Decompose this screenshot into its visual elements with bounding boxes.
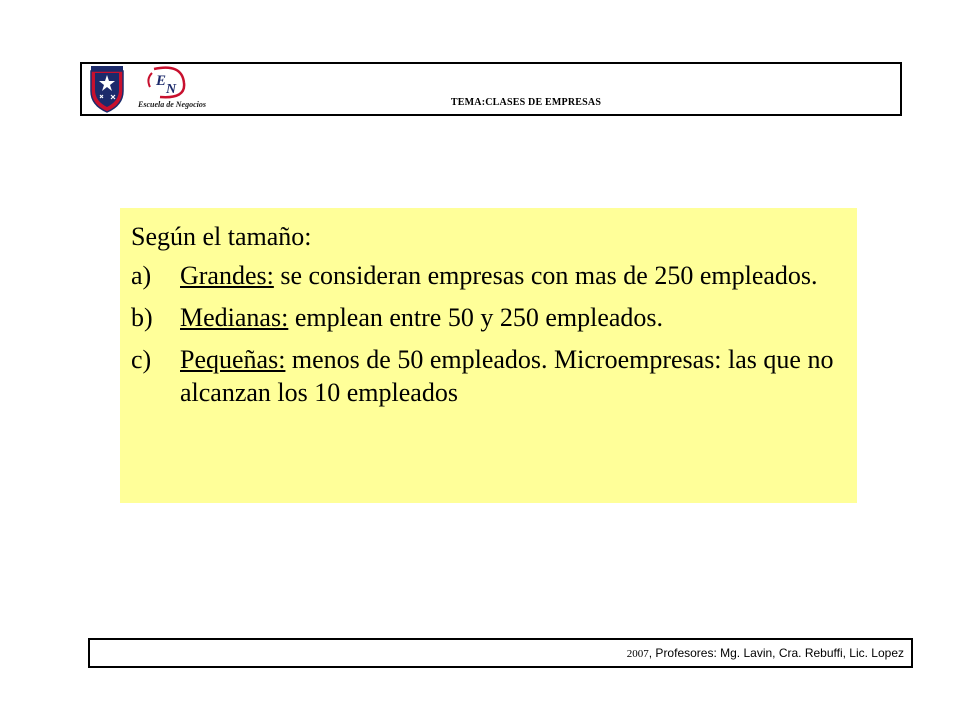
list-item-body [180,259,847,292]
list-item-term: Pequeñas: [180,345,286,374]
list-marker: b) [131,303,153,332]
list-item [131,301,847,334]
list-item-body [180,343,847,409]
list-item [131,259,847,292]
footer-professors: , Profesores: Mg. Lavin, Cra. Rebuffi, Lic. Lopez [648,646,904,660]
list-item-term: Medianas: [180,303,289,332]
list-item [131,343,847,409]
list-item-term: Grandes: [180,261,274,290]
header-frame [80,62,902,116]
list-item-text: emplean entre 50 y 250 empleados. [288,303,664,332]
list-marker: a) [131,261,152,290]
page-title: TEMA:CLASES DE EMPRESAS [450,97,602,108]
footer-frame [88,638,913,668]
content-box [120,208,857,503]
list-marker: c) [131,345,152,374]
list-item-text: menos de 50 empleados. Microempresas: las que no alcanzan los 10 empleados [180,345,834,407]
list-item-body [180,301,847,334]
logo-caption: Escuela de Negocios [138,100,206,109]
svg-text:N: N [166,82,177,97]
svg-text:E: E [156,73,167,89]
footer-year: 2007 [626,648,649,660]
intro-text: Según el tamaño: [131,222,312,251]
list-item-text: se consideran empresas con mas de 250 empleados. [273,261,818,290]
footer-credits [627,646,904,660]
